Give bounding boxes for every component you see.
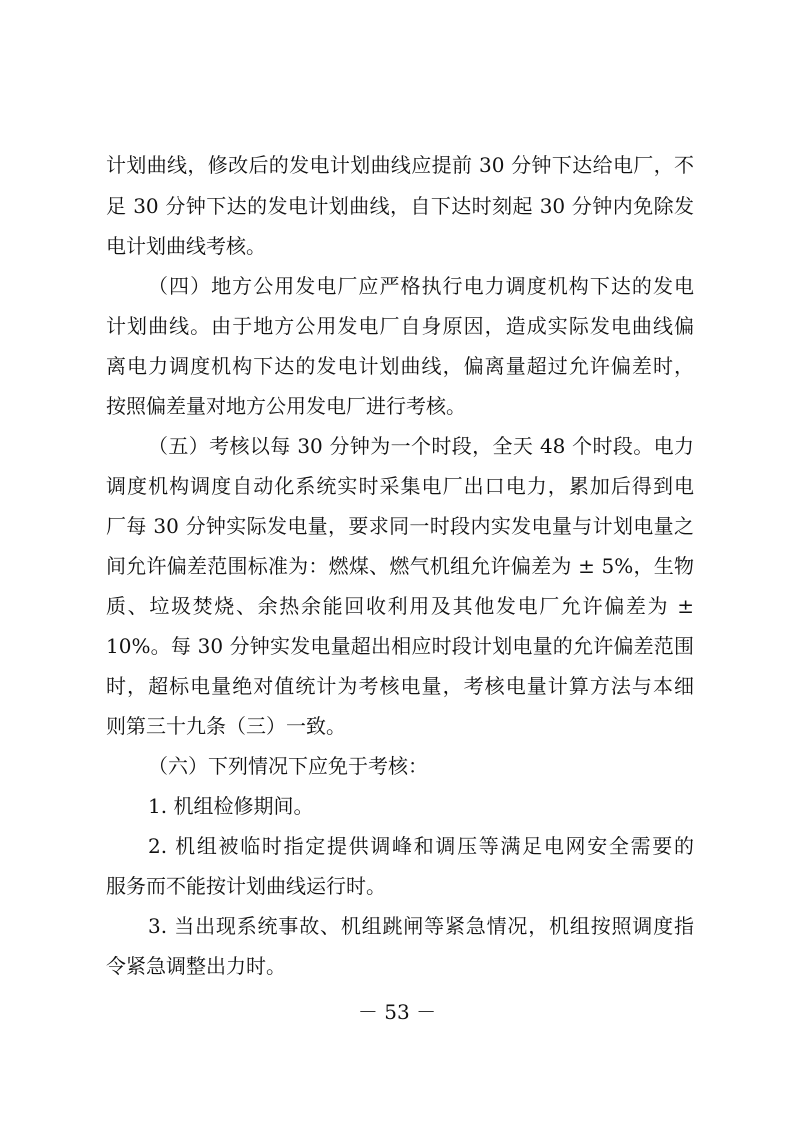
body-line: （六）下列情况下应免于考核： bbox=[148, 754, 428, 778]
body-line: 令紧急调整出力时。 bbox=[106, 954, 286, 978]
body-line: 计划曲线。由于地方公用发电厂自身原因，造成实际发电曲线偏 bbox=[106, 314, 694, 338]
list-item: 2. 机组被临时指定提供调峰和调压等满足电网安全需要的 bbox=[148, 834, 694, 858]
body-line: 按照偏差量对地方公用发电厂进行考核。 bbox=[106, 394, 466, 418]
page-number: － 53 － bbox=[357, 1000, 437, 1024]
body-line: 质、垃圾焚烧、余热余能回收利用及其他发电厂允许偏差为 ± bbox=[106, 594, 694, 618]
list-item: 1. 机组检修期间。 bbox=[148, 794, 314, 818]
body-line: （四）地方公用发电厂应严格执行电力调度机构下达的发电 bbox=[148, 274, 694, 298]
body-line: 服务而不能按计划曲线运行时。 bbox=[106, 874, 386, 898]
body-line: 足 30 分钟下达的发电计划曲线，自下达时刻起 30 分钟内免除发 bbox=[106, 194, 694, 218]
body-line: 计划曲线，修改后的发电计划曲线应提前 30 分钟下达给电厂，不 bbox=[106, 153, 694, 177]
body-line: 时，超标电量绝对值统计为考核电量，考核电量计算方法与本细 bbox=[106, 674, 694, 698]
body-line: 间允许偏差范围标准为：燃煤、燃气机组允许偏差为 ± 5%，生物 bbox=[106, 554, 694, 578]
body-line: 电计划曲线考核。 bbox=[106, 234, 266, 258]
body-line: 10%。每 30 分钟实发电量超出相应时段计划电量的允许偏差范围 bbox=[106, 634, 694, 658]
body-line: （五）考核以每 30 分钟为一个时段，全天 48 个时段。电力 bbox=[148, 434, 694, 458]
list-item: 3. 当出现系统事故、机组跳闸等紧急情况，机组按照调度指 bbox=[148, 914, 694, 938]
body-line: 厂每 30 分钟实际发电量，要求同一时段内实发电量与计划电量之 bbox=[106, 514, 694, 538]
body-line: 则第三十九条（三）一致。 bbox=[106, 714, 346, 738]
body-line: 离电力调度机构下达的发电计划曲线，偏离量超过允许偏差时， bbox=[106, 354, 694, 378]
body-line: 调度机构调度自动化系统实时采集电厂出口电力，累加后得到电 bbox=[106, 474, 694, 498]
